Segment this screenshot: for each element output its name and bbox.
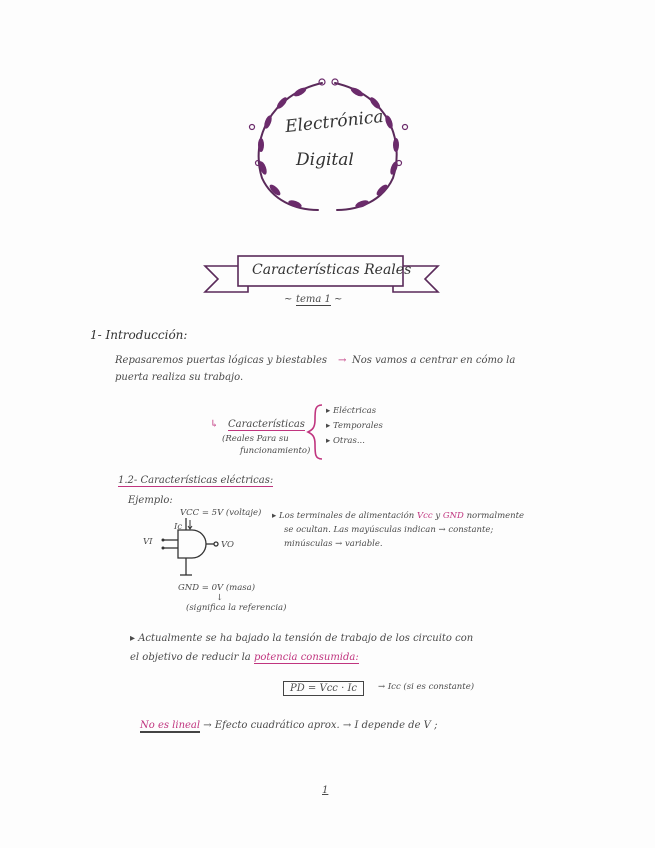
cover-title-line1: Electrónica xyxy=(284,106,385,138)
note-line3: minúsculas → variable. xyxy=(284,539,383,549)
gnd-arrow: ↓ xyxy=(216,593,224,603)
gnd-note: (significa la referencia) xyxy=(186,603,287,613)
para-line1: ▸ Actualmente se ha bajado la tensión de trabajo de los circuito con xyxy=(130,633,474,644)
cover-title-line2: Digital xyxy=(296,150,354,170)
char-list-item-2: ▸ Temporales xyxy=(326,421,383,431)
note-line2: se ocultan. Las mayúsculas indican → constante; xyxy=(284,525,494,535)
formula-box: PD = Vcc · Ic xyxy=(283,681,364,696)
vcc-label: VCC = 5V (voltaje) xyxy=(180,508,262,518)
banner-subtitle-prefix: ~ xyxy=(284,294,293,305)
ic-label: Ic xyxy=(174,522,183,532)
banner-subtitle: tema 1 xyxy=(296,294,331,305)
characteristics-arrow: ↳ xyxy=(210,419,219,430)
char-list-item-1: ▸ Eléctricas xyxy=(326,406,377,416)
characteristics-note-line1: (Reales Para su xyxy=(222,434,289,444)
note-line1: ▸ Los terminales de alimentación Vcc y GND normalmente xyxy=(272,511,525,521)
char-list-item-3: ▸ Otras... xyxy=(326,436,365,446)
vi-label: VI xyxy=(143,537,153,547)
para-line2: el objetivo de reducir la potencia consumida: xyxy=(130,652,359,663)
section1-heading: 1- Introducción: xyxy=(90,328,188,342)
gnd-label: GND = 0V (masa) xyxy=(178,583,256,593)
section1-line1: Repasaremos puertas lógicas y biestables xyxy=(115,355,328,366)
formula-note: → Icc (si es constante) xyxy=(378,682,475,692)
section1-line1-arrow-text: Nos vamos a centrar en cómo la xyxy=(352,355,516,366)
page-number: 1 xyxy=(322,785,329,796)
banner-subtitle-suffix: ~ xyxy=(334,294,343,305)
example-label: Ejemplo: xyxy=(128,495,173,506)
characteristics-note-line2: funcionamiento) xyxy=(240,446,311,456)
section12-heading: 1.2- Características eléctricas: xyxy=(118,475,274,486)
final-line: No es lineal → Efecto cuadrático aprox. → I depende de V ; xyxy=(140,720,438,731)
section1-arrow: → xyxy=(338,355,347,366)
characteristics-label: Características xyxy=(228,419,305,430)
banner-title: Características Reales xyxy=(252,262,412,278)
section1-line2: puerta realiza su trabajo. xyxy=(115,372,244,383)
vo-label: VO xyxy=(221,540,234,550)
